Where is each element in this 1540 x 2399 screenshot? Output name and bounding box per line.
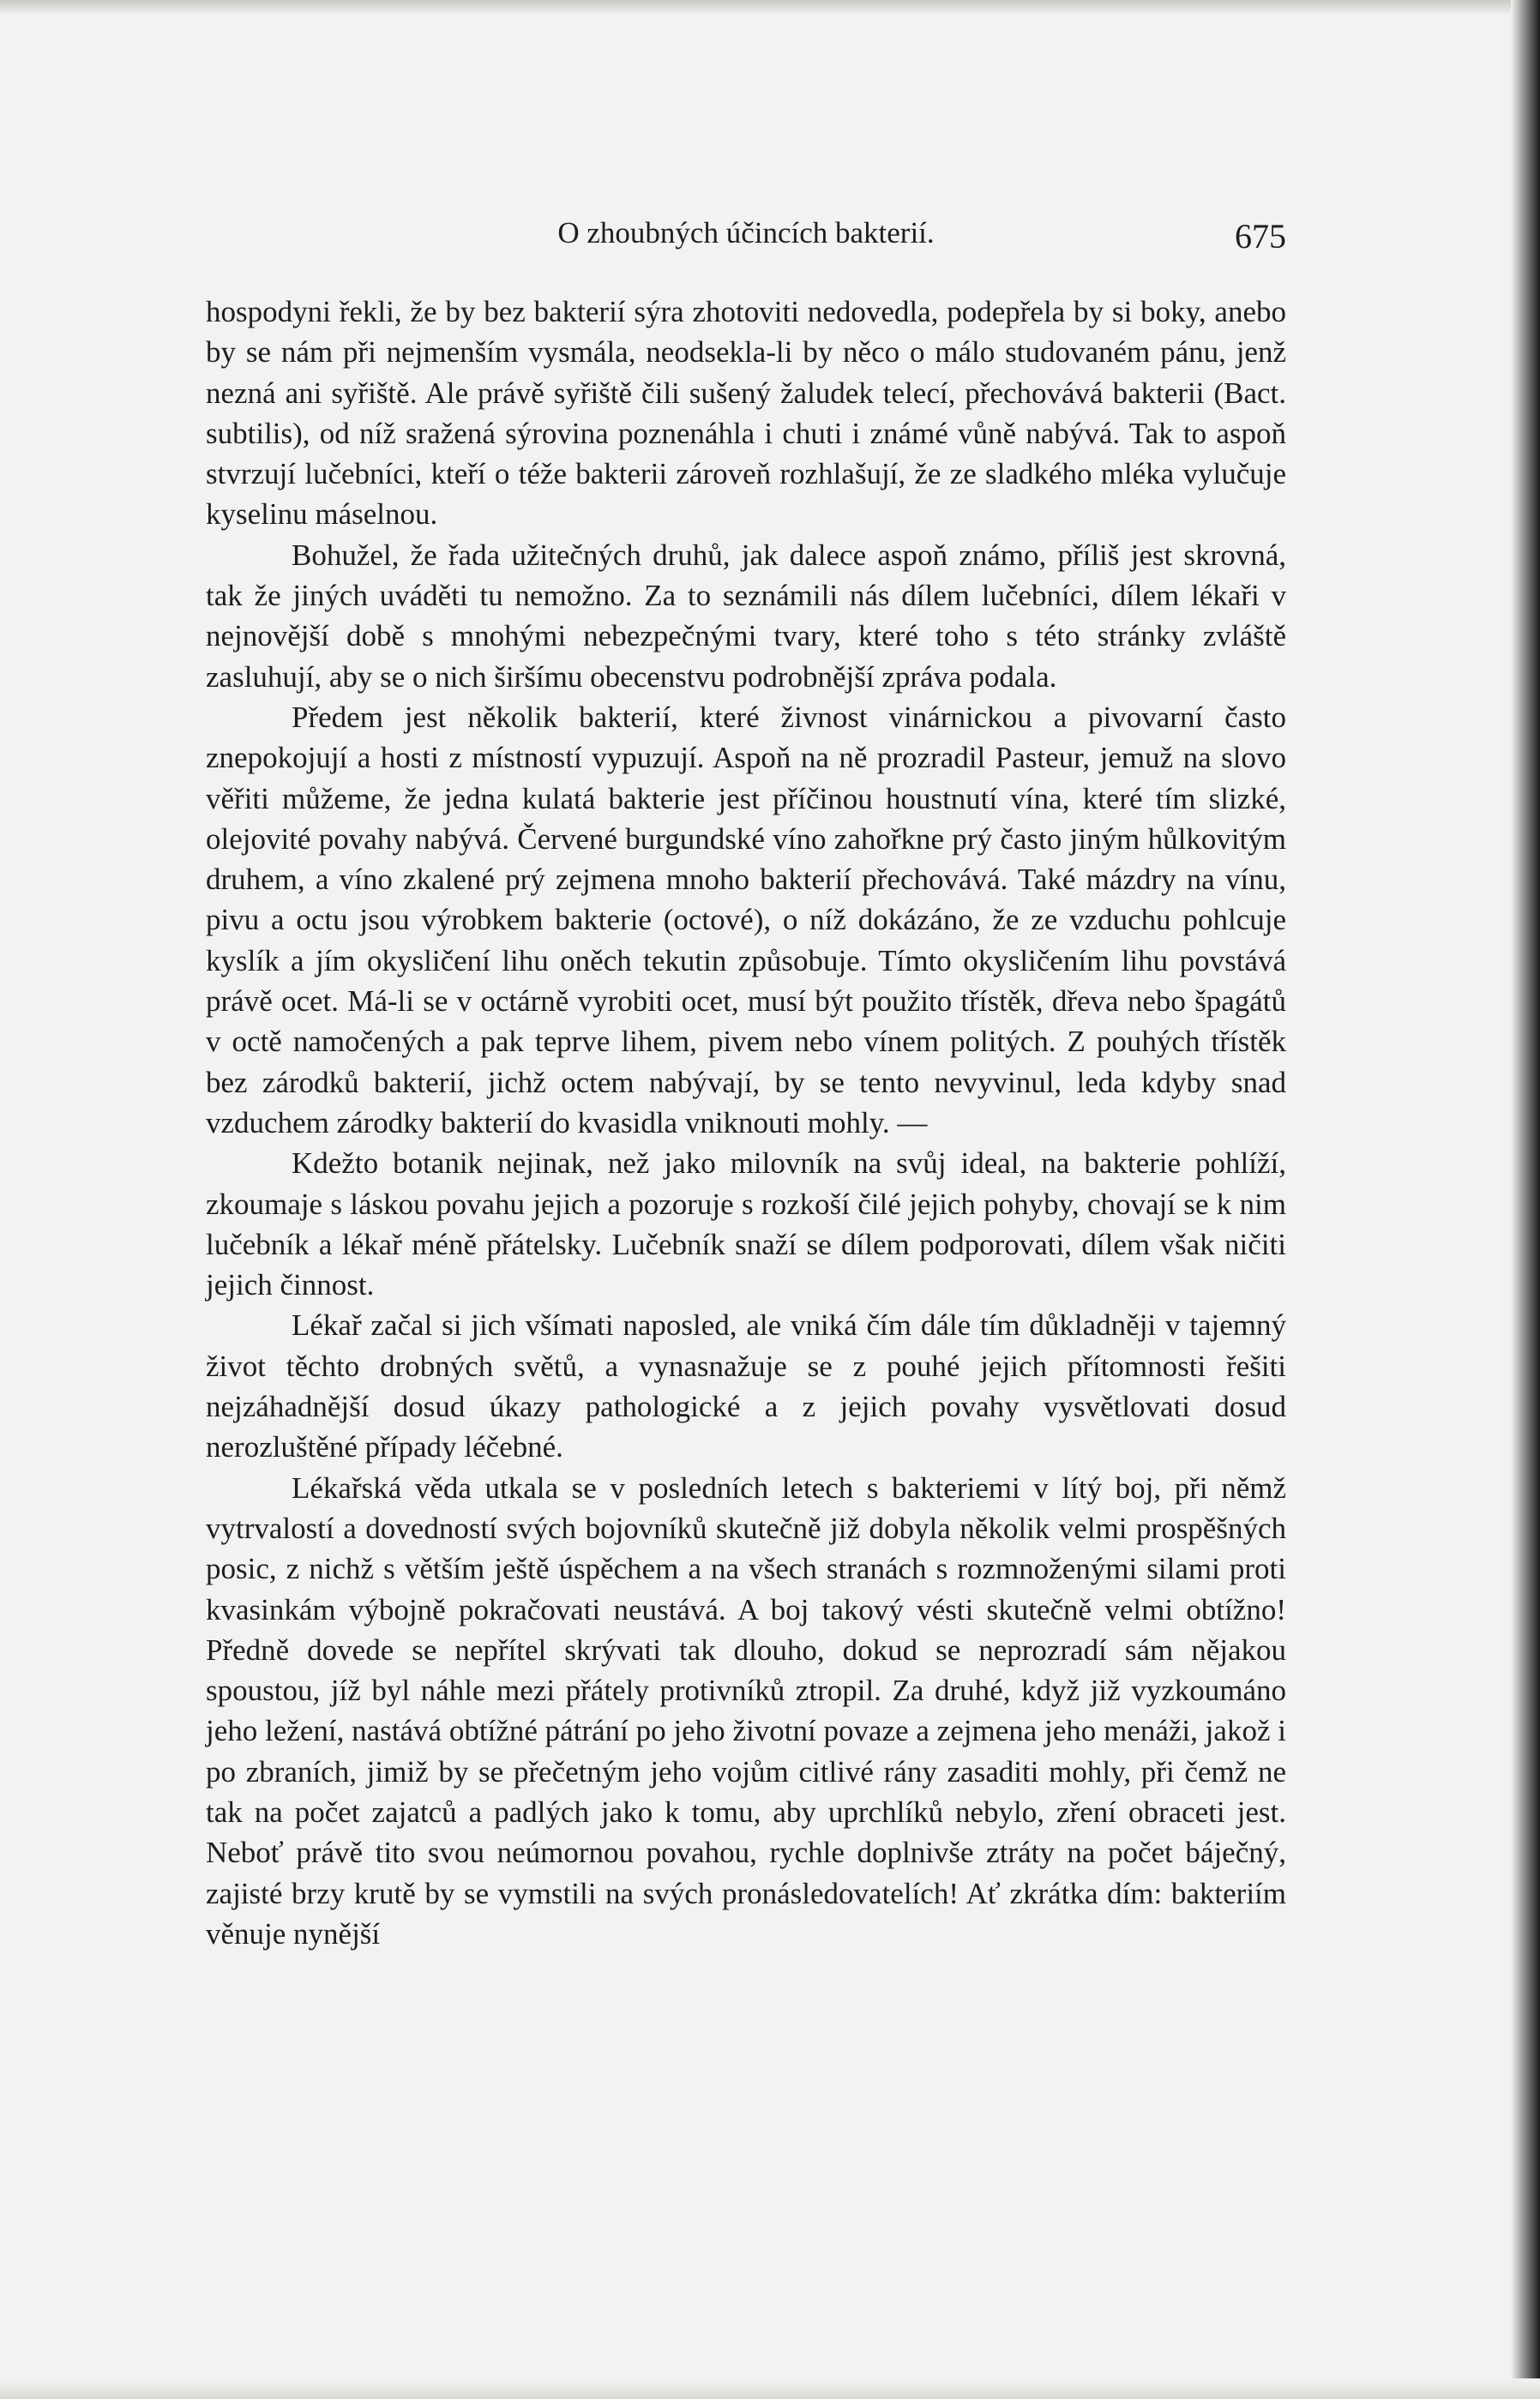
page-number: 675 bbox=[1235, 217, 1286, 256]
paragraph-3: Předem jest několik bakterií, které živnost vinárnickou a pivovarní často znepokojují a hosti z místností vypuzují. Aspoň na ně prozradil Pasteur, jemuž na slovo věřiti můžeme, že jedna kulatá bakterie jest příčinou houstnutí vína, které tím slizké, olejovité povahy nabývá. Červené burgundské víno zahořkne prý často jiným hůlkovitým druhem, a víno zkalené prý zejmena mnoho bakterií přechovává. Také mázdry na vínu, pivu a octu jsou výrobkem bakterie (octové), o níž dokázáno, že ze vzduchu pohlcuje kyslík a jím okysličení lihu oněch tekutin způsobuje. Tímto okysličením lihu povstává právě ocet. Má-li se v octárně vyrobiti ocet, musí být použito třístěk, dřeva nebo špagátů v octě namočených a pak teprve lihem, pivem nebo vínem politých. Z pouhých třístěk bez zárodků bakterií, jichž octem nabývají, by se tento nevyvinul, leda kdyby snad vzduchem zárodky bakterií do kvasidla vniknouti mohly. — bbox=[206, 700, 1286, 1139]
text-body bbox=[206, 292, 1286, 1954]
paragraph-6: Lékařská věda utkala se v posledních letech s bakteriemi v lítý boj, při němž vytrvalostí a dovedností svých bojovníků skutečně již dobyla několik velmi prospěšných posic, z nichž s větším ještě úspěchem a na všech stranách s rozmnoženými silami proti kvasinkám výbojně pokračovati neustává. A boj takový vésti skutečně velmi obtížno! Předně dovede se nepřítel skrývati tak dlouho, dokud se neprozradí sám nějakou spoustou, jíž byl náhle mezi přátely protivníků ztropil. Za druhé, když již vyzkoumáno jeho ležení, nastává obtížné pátrání po jeho životní povaze a zejmena jeho menáži, jakož i po zbraních, jimiž by se přečetným jeho vojům citlivé rány zasaditi mohly, při čemž ne tak na počet zajatců a padlých jako k tomu, aby uprchlíků nebylo, zření obraceti jest. Neboť právě tito svou neúmornou povahou, rychle doplnivše ztráty na počet báječný, zajisté brzy krutě by se vymstili na svých pronásledovatelích! Ať zkrátka dím: bakteriím věnuje nynější bbox=[206, 1470, 1286, 1951]
paragraph-1: hospodyni řekli, že by bez bakterií sýra zhotoviti nedovedla, podepřela by si boky, anebo by se nám při nejmenším vysmála, neodsekla-li by něco o málo studovaném pánu, jenž nezná ani syřiště. Ale právě syřiště čili sušený žaludek telecí, přechovává bakterii (Bact. subtilis), od níž sražená sýrovina poznenáhla i chuti i známé vůně nabývá. Tak to aspoň stvrzují lučebníci, kteří o téže bakterii zároveň rozhlašují, že ze sladkého mléka vylučuje kyselinu máselnou. bbox=[206, 295, 1286, 532]
header-title: O zhoubných účincích bakterií. bbox=[557, 216, 935, 250]
page-top-edge bbox=[0, 0, 1540, 15]
paragraph-4: Kdežto botanik nejinak, než jako milovník na svůj ideal, na bakterie pohlíží, zkoumaje s láskou povahu jejich a pozoruje s rozkoší čilé jejich pohyby, chovají se k nim lučebník a lékař méně přátelsky. Lučebník snaží se dílem podporovati, dílem však ničiti jejich činnost. bbox=[206, 1146, 1286, 1302]
page-bottom-edge bbox=[0, 2378, 1540, 2399]
page-right-edge bbox=[1511, 0, 1540, 2399]
paragraph-5: Lékař začal si jich všímati naposled, ale vniká čím dále tím důkladněji v tajemný život těchto drobných světů, a vynasnažuje se z pouhé jejich přítomnosti řešiti nejzáhadnější dosud úkazy pathologické a z jejich povahy vysvětlovati dosud nerozluštěné případy léčebné. bbox=[206, 1308, 1286, 1464]
paragraph-2: Bohužel, že řada užitečných druhů, jak dalece aspoň známo, příliš jest skrovná, tak že jiných uváděti tu nemožno. Za to seznámili nás dílem lučebníci, dílem lékaři v nejnovější době s mnohými nebezpečnými tvary, které toho s této stránky zvláště zasluhují, aby se o nich širšímu obecenstvu podrobnější zpráva podala. bbox=[206, 538, 1286, 694]
running-header bbox=[206, 209, 1286, 257]
